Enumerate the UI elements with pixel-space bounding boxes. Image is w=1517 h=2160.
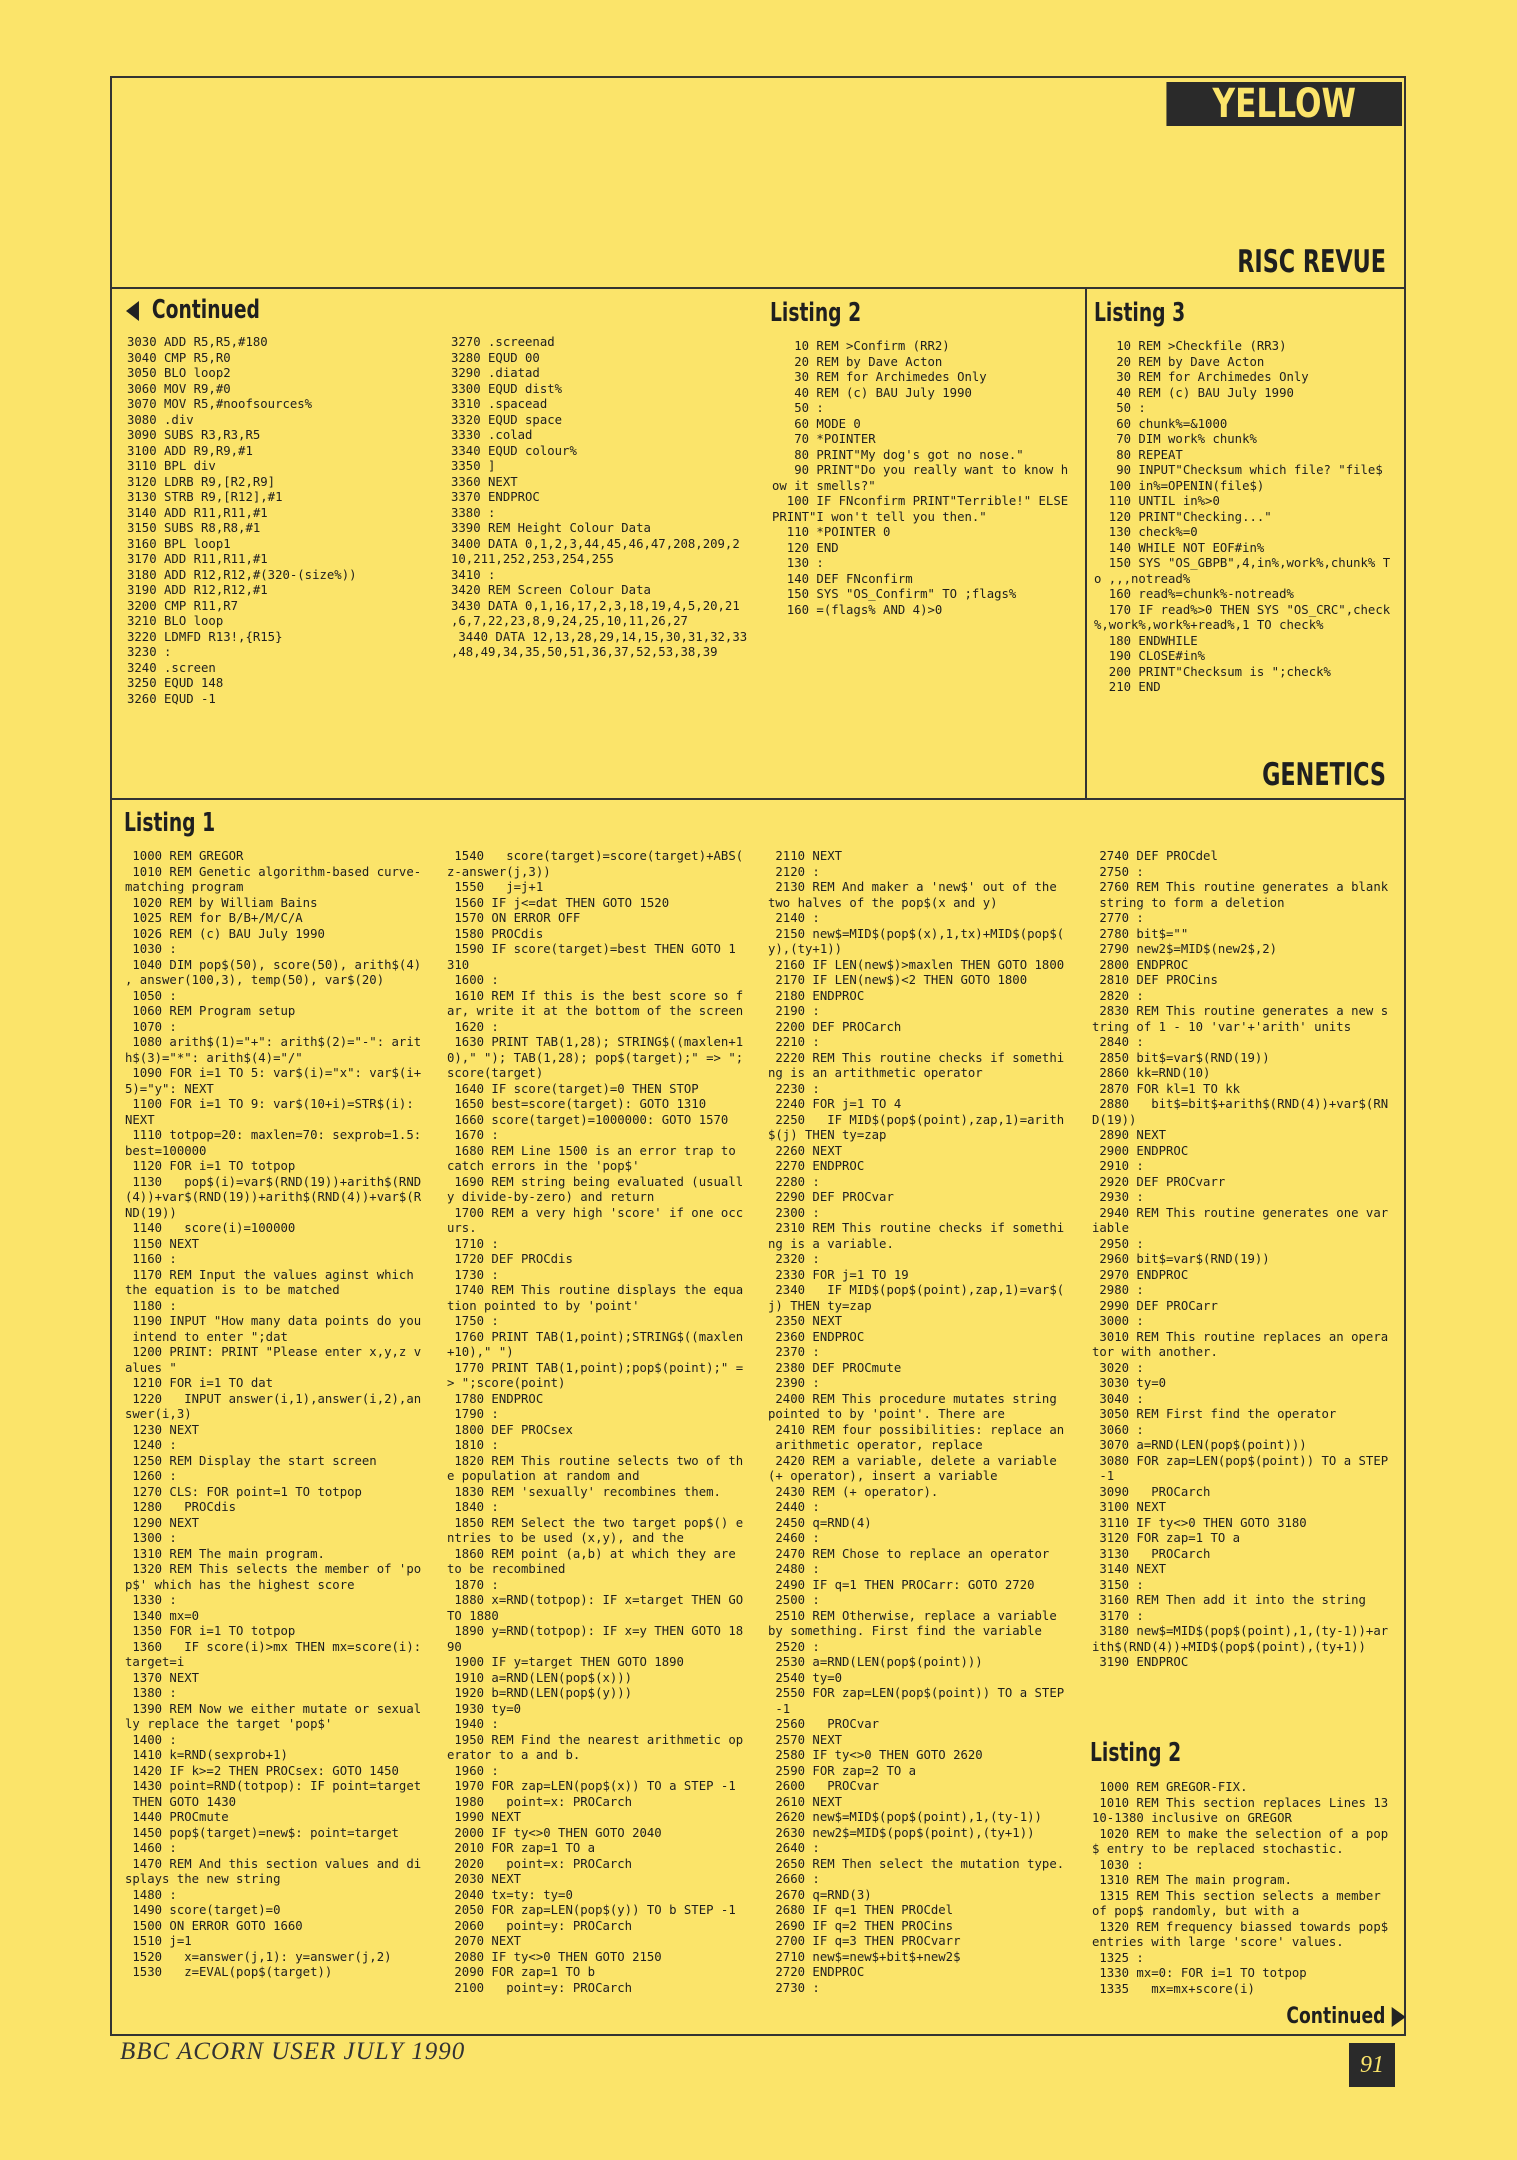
continued-label: Continued <box>151 295 260 325</box>
risc-divider <box>1085 287 1087 798</box>
risc-code-col2: 3270 .screenad 3280 EQUD 00 3290 .diatad 3300 EQUD dist% 3310 .spacead 3320 EQUD space 3330 .colad 3340 EQUD colour% 3350 ] 3360 NEXT 3370 ENDPROC 3380 : 3390 REM Height Colour Data 3400 DATA 0,1,2,3,44,45,46,47,208,209,2 10,211,252,253,254,255 3410 : 3420 REM Screen Colour Data 3430 DATA 0,1,16,17,2,3,18,19,4,5,20,21 ,6,7,22,23,8,9,24,25,10,11,26,27 3440 DATA 12,13,28,29,14,15,30,31,32,33 ,48,49,34,35,50,51,36,37,52,53,38,39 <box>451 335 748 659</box>
risc-revue-title: RISC REVUE <box>1237 244 1386 280</box>
risc-listing2-code: 10 REM >Confirm (RR2) 20 REM by Dave Acton 30 REM for Archimedes Only 40 REM (c) BAU July 1990 50 : 60 MODE 0 70 *POINTER 80 PRINT"My dog's got no nose." 90 PRINT"Do you really want to know h ow it smells?" 100 IF FNconfirm PRINT"Terrible!" ELSE PRINT"I won't tell you then." 110 *POINTER 0 120 END 130 : 140 DEF FNconfirm 150 SYS "OS_Confirm" TO ;flags% 160 =(flags% AND 4)>0 <box>772 339 1069 617</box>
continued-footer-label: Continued <box>1286 2004 1386 2029</box>
risc-listing3-code: 10 REM >Checkfile (RR3) 20 REM by Dave Acton 30 REM for Archimedes Only 40 REM (c) BAU July 1990 50 : 60 chunk%=&1000 70 DIM work% chunk% 80 REPEAT 90 INPUT"Checksum which file? "file$ 100 in%=OPENIN(file$) 110 UNTIL in%>0 120 PRINT"Checking..." 130 check%=0 140 WHILE NOT EOF#in% 150 SYS "OS_GBPB",4,in%,work%,chunk% T o ,,,notread% 160 read%=chunk%-notread% 170 IF read%>0 THEN SYS "OS_CRC",check %,work%,work%+read%,1 TO check% 180 ENDWHILE 190 CLOSE#in% 200 PRINT"Checksum is ";check% 210 END <box>1094 339 1391 694</box>
risc-code-col1: 3030 ADD R5,R5,#180 3040 CMP R5,R0 3050 BLO loop2 3060 MOV R9,#0 3070 MOV R5,#noofsources% 3080 .div 3090 SUBS R3,R3,R5 3100 ADD R9,R9,#1 3110 BPL div 3120 LDRB R9,[R2,R9] 3130 STRB R9,[R12],#1 3140 ADD R11,R11,#1 3150 SUBS R8,R8,#1 3160 BPL loop1 3170 ADD R11,R11,#1 3180 ADD R12,R12,#(320-(size%)) 3190 ADD R12,R12,#1 3200 CMP R11,R7 3210 BLO loop 3220 LDMFD R13!,{R15} 3230 : 3240 .screen 3250 EQUD 148 3260 EQUD -1 <box>127 335 357 706</box>
arrow-right-icon <box>1392 2007 1406 2027</box>
yellow-pages-banner: YELLOW PAGES <box>1166 82 1402 126</box>
arrow-left-icon <box>126 301 139 321</box>
genetics-listing2-title: Listing 2 <box>1090 1738 1182 1768</box>
continued-heading <box>126 295 260 325</box>
continued-footer <box>1286 2004 1386 2030</box>
genetics-listing1-title: Listing 1 <box>124 808 216 838</box>
risc-listing3-title: Listing 3 <box>1094 298 1186 328</box>
risc-listing2-title: Listing 2 <box>770 298 862 328</box>
page-number: 91 <box>1349 2043 1395 2087</box>
genetics-top-rule <box>110 798 1404 800</box>
genetics-code-col3: 2110 NEXT 2120 : 2130 REM And maker a 'new$' out of the two halves of the pop$(x and y) 2140 : 2150 new$=MID$(pop$(x),1,tx)+MID$(pop$( y),(ty+1)) 2160 IF LEN(new$)>maxlen THEN GOTO 1800 2170 IF LEN(new$)<2 THEN GOTO 1800 2180 ENDPROC 2190 : 2200 DEF PROCarch 2210 : 2220 REM This routine checks if somethi ng is an artithmetic operator 2230 : 2240 FOR j=1 TO 4 2250 IF MID$(pop$(point),zap,1)=arith $(j) THEN ty=zap 2260 NEXT 2270 ENDPROC 2280 : 2290 DEF PROCvar 2300 : 2310 REM This routine checks if somethi ng is a variable. 2320 : 2330 FOR j=1 TO 19 2340 IF MID$(pop$(point),zap,1)=var$( j) THEN ty=zap 2350 NEXT 2360 ENDPROC 2370 : 2380 DEF PROCmute 2390 : 2400 REM This procedure mutates string pointed to by 'point'. There are 2410 REM four possibilities: replace an arithmetic operator, replace 2420 REM a variable, delete a variable (+ operator), insert a variable 2430 REM (+ operator). 2440 : 2450 q=RND(4) 2460 : 2470 REM Chose to replace an operator 2480 : 2490 IF q=1 THEN PROCarr: GOTO 2720 2500 : 2510 REM Otherwise, replace a variable by something. First find the variable 2520 : 2530 a=RND(LEN(pop$(point))) 2540 ty=0 2550 FOR zap=LEN(pop$(point)) TO a STEP -1 2560 PROCvar 2570 NEXT 2580 IF ty<>0 THEN GOTO 2620 2590 FOR zap=2 TO a 2600 PROCvar 2610 NEXT 2620 new$=MID$(pop$(point),1,(ty-1)) 2630 new2$=MID$(pop$(point),(ty+1)) 2640 : 2650 REM Then select the mutation type. 2660 : 2670 q=RND(3) 2680 IF q=1 THEN PROCdel 2690 IF q=2 THEN PROCins 2700 IF q=3 THEN PROCvarr 2710 new$=new$+bit$+new2$ 2720 ENDPROC 2730 : <box>768 849 1065 1995</box>
genetics-code-col2: 1540 score(target)=score(target)+ABS( z-answer(j,3)) 1550 j=j+1 1560 IF j<=dat THEN GOTO 1520 1570 ON ERROR OFF 1580 PROCdis 1590 IF score(target)=best THEN GOTO 1 310 1600 : 1610 REM If this is the best score so f ar, write it at the bottom of the screen 1620 : 1630 PRINT TAB(1,28); STRING$((maxlen+1 0)," "); TAB(1,28); pop$(target);" => "; score(target) 1640 IF score(target)=0 THEN STOP 1650 best=score(target): GOTO 1310 1660 score(target)=1000000: GOTO 1570 1670 : 1680 REM Line 1500 is an error trap to catch errors in the 'pop$' 1690 REM string being evaluated (usuall y divide-by-zero) and return 1700 REM a very high 'score' if one occ urs. 1710 : 1720 DEF PROCdis 1730 : 1740 REM This routine displays the equa tion pointed to by 'point' 1750 : 1760 PRINT TAB(1,point);STRING$((maxlen +10)," ") 1770 PRINT TAB(1,point);pop$(point);" = > ";score(point) 1780 ENDPROC 1790 : 1800 DEF PROCsex 1810 : 1820 REM This routine selects two of th e population at random and 1830 REM 'sexually' recombines them. 1840 : 1850 REM Select the two target pop$() e ntries to be used (x,y), and the 1860 REM point (a,b) at which they are to be recombined 1870 : 1880 x=RND(totpop): IF x=target THEN GO TO 1880 1890 y=RND(totpop): IF x=y THEN GOTO 18 90 1900 IF y=target THEN GOTO 1890 1910 a=RND(LEN(pop$(x))) 1920 b=RND(LEN(pop$(y))) 1930 ty=0 1940 : 1950 REM Find the nearest arithmetic op erator to a and b. 1960 : 1970 FOR zap=LEN(pop$(x)) TO a STEP -1 1980 point=x: PROCarch 1990 NEXT 2000 IF ty<>0 THEN GOTO 2040 2010 FOR zap=1 TO a 2020 point=x: PROCarch 2030 NEXT 2040 tx=ty: ty=0 2050 FOR zap=LEN(pop$(y)) TO b STEP -1 2060 point=y: PROCarch 2070 NEXT 2080 IF ty<>0 THEN GOTO 2150 2090 FOR zap=1 TO b 2100 point=y: PROCarch <box>447 849 744 1995</box>
genetics-code-col4: 2740 DEF PROCdel 2750 : 2760 REM This routine generates a blank string to form a deletion 2770 : 2780 bit$="" 2790 new2$=MID$(new2$,2) 2800 ENDPROC 2810 DEF PROCins 2820 : 2830 REM This routine generates a new s tring of 1 - 10 'var'+'arith' units 2840 : 2850 bit$=var$(RND(19)) 2860 kk=RND(10) 2870 FOR kl=1 TO kk 2880 bit$=bit$+arith$(RND(4))+var$(RN D(19)) 2890 NEXT 2900 ENDPROC 2910 : 2920 DEF PROCvarr 2930 : 2940 REM This routine generates one var iable 2950 : 2960 bit$=var$(RND(19)) 2970 ENDPROC 2980 : 2990 DEF PROCarr 3000 : 3010 REM This routine replaces an opera tor with another. 3020 : 3030 ty=0 3040 : 3050 REM First find the operator 3060 : 3070 a=RND(LEN(pop$(point))) 3080 FOR zap=LEN(pop$(point)) TO a STEP -1 3090 PROCarch 3100 NEXT 3110 IF ty<>0 THEN GOTO 3180 3120 FOR zap=1 TO a 3130 PROCarch 3140 NEXT 3150 : 3160 REM Then add it into the string 3170 : 3180 new$=MID$(pop$(point),1,(ty-1))+ar ith$(RND(4))+MID$(pop$(point),(ty+1)) 3190 ENDPROC <box>1092 849 1389 1669</box>
magazine-footer: BBC ACORN USER JULY 1990 <box>120 2038 466 2065</box>
genetics-code-col1: 1000 REM GREGOR 1010 REM Genetic algorithm-based curve- matching program 1020 REM by William Bains 1025 REM for B/B+/M/C/A 1026 REM (c) BAU July 1990 1030 : 1040 DIM pop$(50), score(50), arith$(4) , answer(100,3), temp(50), var$(20) 1050 : 1060 REM Program setup 1070 : 1080 arith$(1)="+": arith$(2)="-": arit h$(3)="*": arith$(4)="/" 1090 FOR i=1 TO 5: var$(i)="x": var$(i+ 5)="y": NEXT 1100 FOR i=1 TO 9: var$(10+i)=STR$(i): NEXT 1110 totpop=20: maxlen=70: sexprob=1.5: best=100000 1120 FOR i=1 TO totpop 1130 pop$(i)=var$(RND(19))+arith$(RND (4))+var$(RND(19))+arith$(RND(4))+var$(R ND(19)) 1140 score(i)=100000 1150 NEXT 1160 : 1170 REM Input the values aginst which the equation is to be matched 1180 : 1190 INPUT "How many data points do you intend to enter ";dat 1200 PRINT: PRINT "Please enter x,y,z v alues " 1210 FOR i=1 TO dat 1220 INPUT answer(i,1),answer(i,2),an swer(i,3) 1230 NEXT 1240 : 1250 REM Display the start screen 1260 : 1270 CLS: FOR point=1 TO totpop 1280 PROCdis 1290 NEXT 1300 : 1310 REM The main program. 1320 REM This selects the member of 'po p$' which has the highest score 1330 : 1340 mx=0 1350 FOR i=1 TO totpop 1360 IF score(i)>mx THEN mx=score(i): target=i 1370 NEXT 1380 : 1390 REM Now we either mutate or sexual ly replace the target 'pop$' 1400 : 1410 k=RND(sexprob+1) 1420 IF k>=2 THEN PROCsex: GOTO 1450 1430 point=RND(totpop): IF point=target THEN GOTO 1430 1440 PROCmute 1450 pop$(target)=new$: point=target 1460 : 1470 REM And this section values and di splays the new string 1480 : 1490 score(target)=0 1500 ON ERROR GOTO 1660 1510 j=1 1520 x=answer(j,1): y=answer(j,2) 1530 z=EVAL(pop$(target)) <box>125 849 422 1979</box>
risc-top-rule <box>110 287 1404 289</box>
genetics-title: GENETICS <box>1262 757 1386 793</box>
genetics-listing2-code: 1000 REM GREGOR-FIX. 1010 REM This section replaces Lines 13 10-1380 inclusive on GREGOR 1020 REM to make the selection of a pop $ entry to be replaced stochastic. 1030 : 1310 REM The main program. 1315 REM This section selects a member of pop$ randomly, but with a 1320 REM frequency biassed towards pop$ entries with large 'score' values. 1325 : 1330 mx=0: FOR i=1 TO totpop 1335 mx=mx+score(i) <box>1092 1780 1389 1996</box>
